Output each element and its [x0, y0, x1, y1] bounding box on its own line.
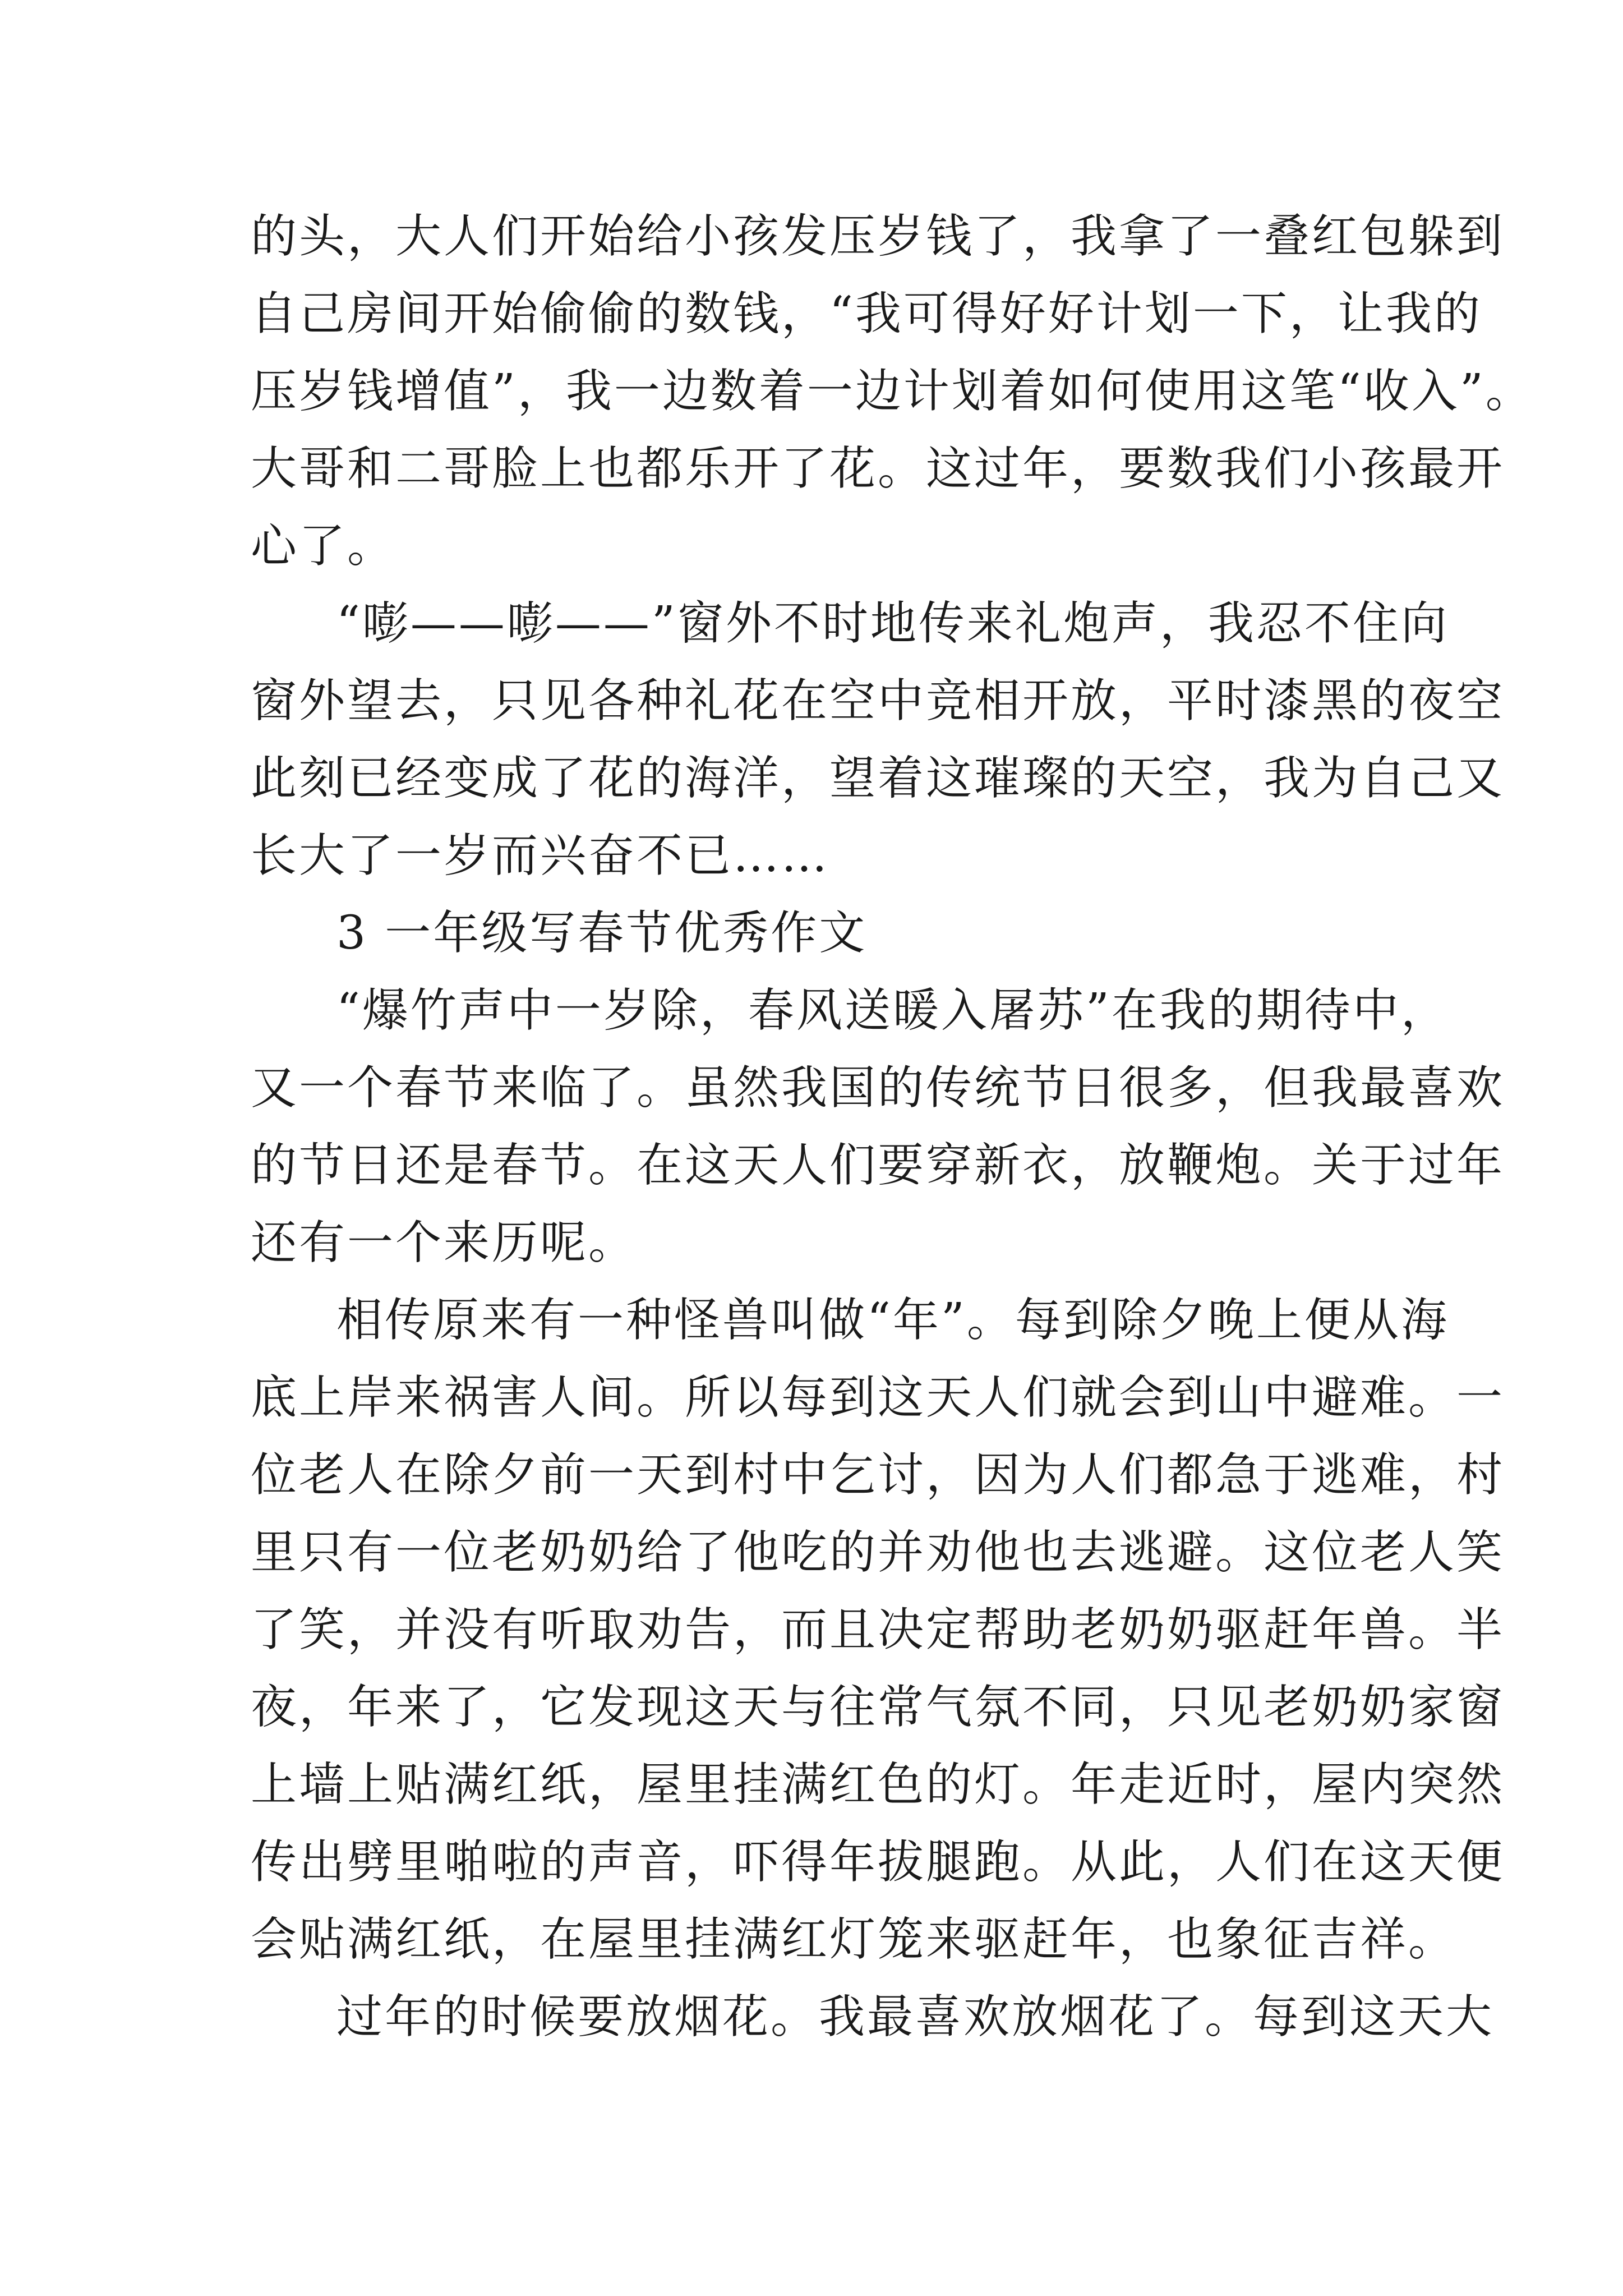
text-line: 里只有一位老奶奶给了他吃的并劝他也去逃避。这位老人笑	[251, 1526, 1505, 1579]
text-line: 上墙上贴满红纸，屋里挂满红色的灯。年走近时，屋内突然	[251, 1758, 1505, 1811]
text-line: 底上岸来祸害人间。所以每到这天人们就会到山中避难。一	[251, 1371, 1505, 1424]
text-line: 长大了一岁而兴奋不已……	[251, 829, 830, 882]
text-line: 还有一个来历呢。	[251, 1216, 637, 1269]
text-line: 位老人在除夕前一天到村中乞讨，因为人们都急于逃难，村	[251, 1448, 1505, 1502]
text-line: 大哥和二哥脸上也都乐开了花。这过年，要数我们小孩最开	[251, 442, 1505, 495]
paragraph-start-line: 过年的时候要放烟花。我最喜欢放烟花了。每到这天大	[336, 1990, 1495, 2044]
text-line: 了笑，并没有听取劝告，而且决定帮助老奶奶驱赶年兽。半	[251, 1603, 1505, 1657]
text-line: 心了。	[251, 519, 396, 573]
text-line: 夜，年来了，它发现这天与往常气氛不同，只见老奶奶家窗	[251, 1681, 1505, 1734]
text-line: 的节日还是春节。在这天人们要穿新衣，放鞭炮。关于过年	[251, 1139, 1505, 1192]
text-line: 压岁钱增值”，我一边数着一边计划着如何使用这笔“收入”。	[251, 365, 1534, 418]
text-line: 会贴满红纸，在屋里挂满红灯笼来驱赶年，也象征吉祥。	[251, 1913, 1457, 1966]
paragraph-start-line: 相传原来有一种怪兽叫做“年”。每到除夕晚上便从海	[336, 1294, 1449, 1347]
text-line: 的头，大人们开始给小孩发压岁钱了，我拿了一叠红包躲到	[251, 210, 1505, 263]
text-line: 又一个春节来临了。虽然我国的传统节日很多，但我最喜欢	[251, 1061, 1505, 1115]
paragraph-start-line: “爆竹声中一岁除，春风送暖入屠苏”在我的期待中，	[336, 984, 1449, 1037]
text-line: 传出劈里啪啦的声音，吓得年拔腿跑。从此，人们在这天便	[251, 1835, 1505, 1889]
text-line: 窗外望去，只见各种礼花在空中竞相开放，平时漆黑的夜空	[251, 674, 1505, 728]
section-heading: 3 一年级写春节优秀作文	[336, 907, 868, 960]
paragraph-start-line: “嘭——嘭——”窗外不时地传来礼炮声，我忍不住向	[336, 597, 1449, 650]
text-line: 自己房间开始偷偷的数钱，“我可得好好计划一下，让我的	[251, 287, 1482, 341]
text-line: 此刻已经变成了花的海洋，望着这璀璨的天空，我为自己又	[251, 752, 1505, 805]
